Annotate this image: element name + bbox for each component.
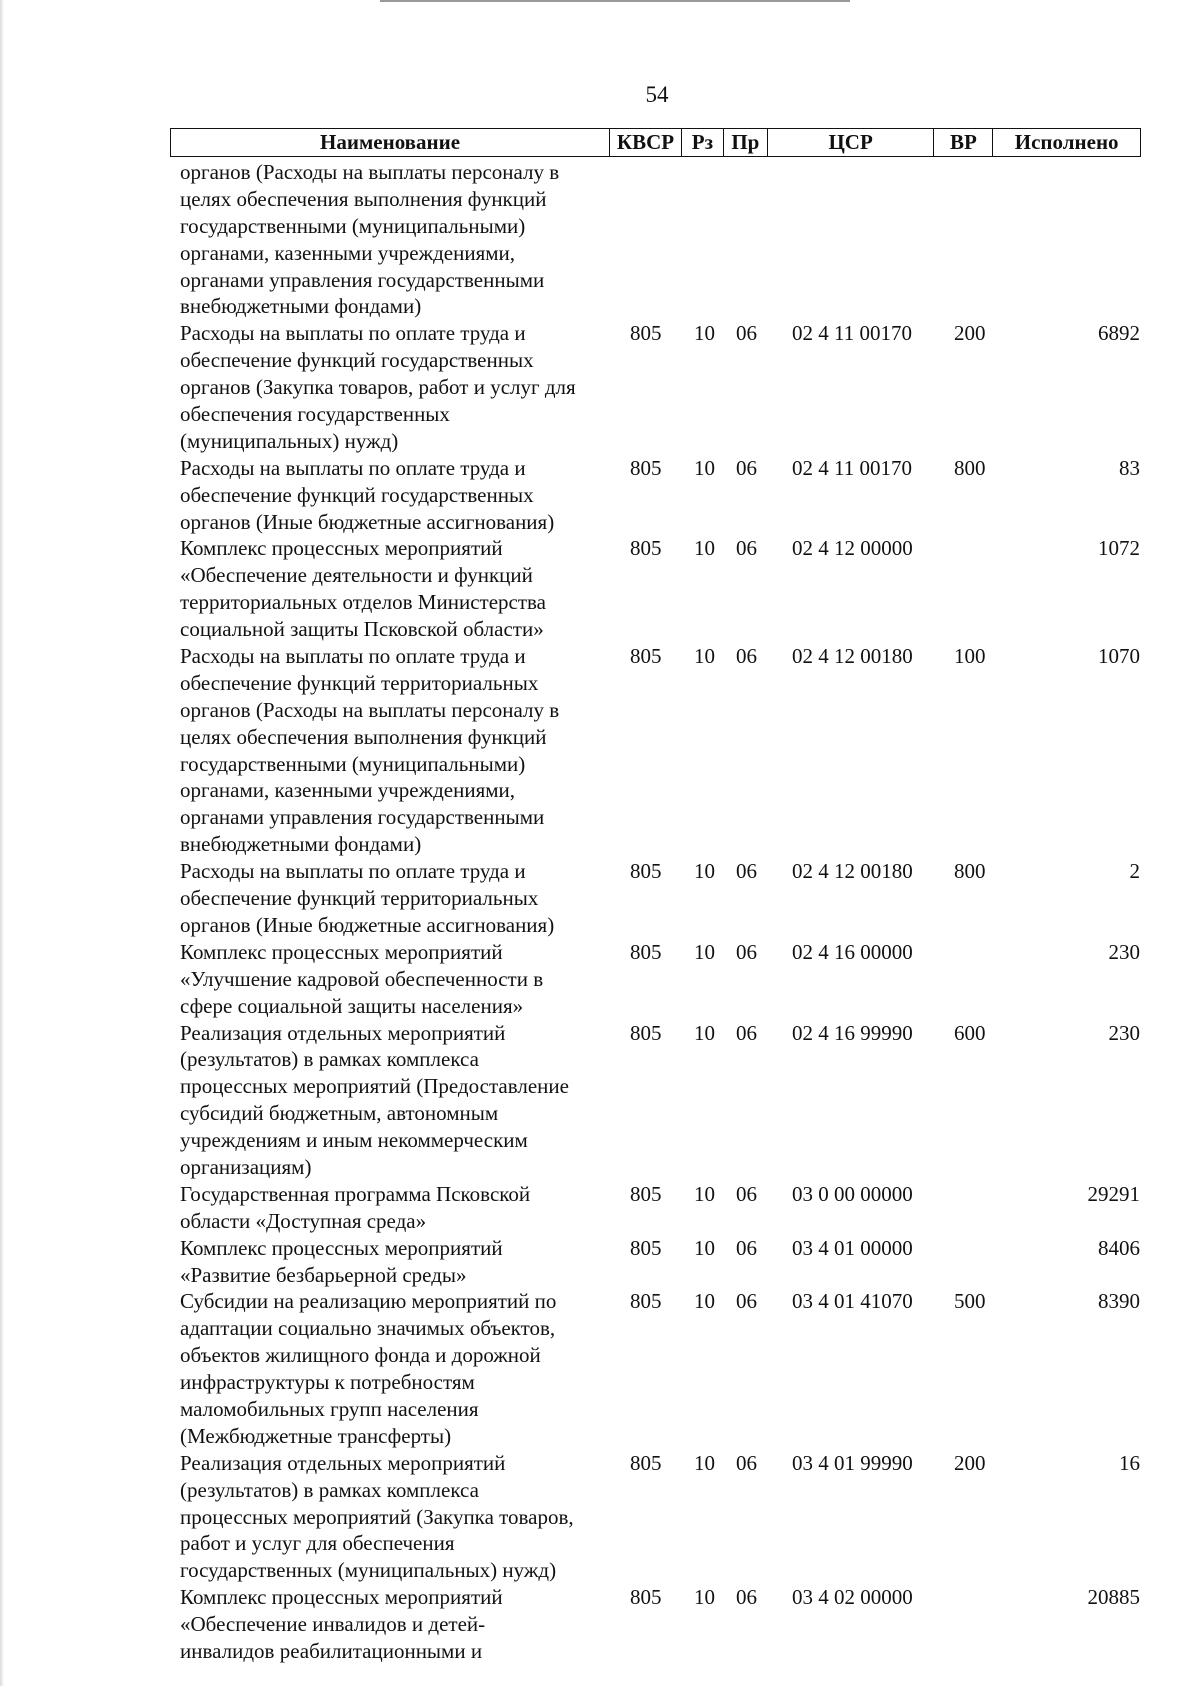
- cell-executed: 29291: [1087, 1181, 1140, 1206]
- cell-vr: 600: [954, 1020, 986, 1045]
- name-line: органами управления государственными: [180, 805, 545, 830]
- name-line: органов (Расходы на выплаты персоналу в: [180, 697, 560, 722]
- name-line: государственными (муниципальными): [180, 213, 526, 238]
- name-line: органами, казенными учреждениями,: [180, 240, 516, 265]
- table-row: [180, 1584, 1140, 1665]
- table-row: [180, 159, 1140, 320]
- cell-vr: 500: [954, 1289, 986, 1314]
- cell-name: [180, 858, 620, 939]
- name-line: учреждениям и иным некоммерческим: [180, 1128, 528, 1153]
- cell-kvsr: 805: [630, 939, 662, 964]
- header-pr: Пр: [724, 129, 768, 156]
- header-csr: ЦСР: [768, 129, 935, 156]
- cell-kvsr: 805: [630, 644, 662, 669]
- name-line: органов (Закупка товаров, работ и услуг для: [180, 375, 576, 400]
- name-line: сфере социальной защиты населения»: [180, 993, 524, 1018]
- top-rule: [380, 0, 850, 2]
- table-row: [180, 1181, 1140, 1235]
- scan-edge: [0, 0, 4, 1686]
- cell-pr: 06: [736, 1020, 757, 1045]
- name-line: Расходы на выплаты по оплате труда и: [180, 321, 526, 346]
- cell-csr: 02 4 12 00000: [792, 536, 913, 561]
- cell-executed: 6892: [1098, 321, 1140, 346]
- name-line: органов (Иные бюджетные ассигнования): [180, 509, 555, 534]
- name-line: обеспечение функций территориальных: [180, 886, 539, 911]
- name-line: внебюджетными фондами): [180, 294, 422, 319]
- cell-executed: 20885: [1087, 1585, 1140, 1610]
- cell-kvsr: 805: [630, 536, 662, 561]
- cell-vr: 800: [954, 455, 986, 480]
- cell-executed: 8390: [1098, 1289, 1140, 1314]
- name-line: целях обеспечения выполнения функций: [180, 186, 547, 211]
- header-name: Наименование: [171, 129, 610, 156]
- name-line: обеспечение функций государственных: [180, 482, 534, 507]
- table-header: [170, 128, 1141, 157]
- cell-executed: 83: [1119, 455, 1140, 480]
- table-row: [180, 1450, 1140, 1584]
- cell-name: [180, 159, 620, 320]
- cell-executed: 1070: [1098, 644, 1140, 669]
- table-row: [180, 1235, 1140, 1289]
- cell-pr: 06: [736, 644, 757, 669]
- name-line: социальной защиты Псковской области»: [180, 617, 544, 642]
- cell-vr: 200: [954, 1450, 986, 1475]
- table-row: [180, 455, 1140, 536]
- cell-kvsr: 805: [630, 455, 662, 480]
- cell-rz: 10: [694, 859, 715, 884]
- name-line: органов (Расходы на выплаты персоналу в: [180, 160, 560, 184]
- cell-name: [180, 1288, 620, 1449]
- name-line: Комплекс процессных мероприятий: [180, 1585, 503, 1610]
- name-line: Государственная программа Псковской: [180, 1181, 531, 1206]
- cell-csr: 02 4 12 00180: [792, 859, 913, 884]
- name-line: области «Доступная среда»: [180, 1208, 427, 1233]
- header-rz: Рз: [682, 129, 724, 156]
- cell-executed: 2: [1129, 859, 1140, 884]
- name-line: территориальных отделов Министерства: [180, 590, 546, 615]
- name-line: органами управления государственными: [180, 267, 545, 292]
- cell-name: [180, 1450, 620, 1584]
- cell-pr: 06: [736, 321, 757, 346]
- cell-pr: 06: [736, 1450, 757, 1475]
- cell-pr: 06: [736, 939, 757, 964]
- cell-csr: 02 4 16 99990: [792, 1020, 913, 1045]
- name-line: Комплекс процессных мероприятий: [180, 939, 503, 964]
- cell-csr: 03 4 01 00000: [792, 1235, 913, 1260]
- cell-rz: 10: [694, 1181, 715, 1206]
- cell-csr: 02 4 11 00170: [792, 455, 912, 480]
- name-line: работ и услуг для обеспечения: [180, 1531, 455, 1556]
- cell-csr: 02 4 16 00000: [792, 939, 913, 964]
- cell-vr: 200: [954, 321, 986, 346]
- cell-executed: 1072: [1098, 536, 1140, 561]
- name-line: инфраструктуры к потребностям: [180, 1370, 475, 1395]
- name-line: Субсидии на реализацию мероприятий по: [180, 1289, 557, 1314]
- page-number: 54: [645, 82, 669, 107]
- cell-csr: 03 4 01 99990: [792, 1450, 913, 1475]
- cell-name: [180, 320, 620, 454]
- table-row: [180, 858, 1140, 939]
- cell-rz: 10: [694, 321, 715, 346]
- name-line: государственных (муниципальных) нужд): [180, 1558, 557, 1583]
- cell-rz: 10: [694, 536, 715, 561]
- cell-rz: 10: [694, 455, 715, 480]
- cell-rz: 10: [694, 939, 715, 964]
- name-line: обеспечение функций государственных: [180, 348, 534, 373]
- cell-vr: 800: [954, 859, 986, 884]
- cell-pr: 06: [736, 859, 757, 884]
- table-row: [180, 939, 1140, 1020]
- name-line: (результатов) в рамках комплекса: [180, 1047, 479, 1072]
- name-line: органами, казенными учреждениями,: [180, 778, 516, 803]
- name-line: обеспечения государственных: [180, 402, 450, 427]
- cell-rz: 10: [694, 1020, 715, 1045]
- name-line: целях обеспечения выполнения функций: [180, 724, 547, 749]
- cell-pr: 06: [736, 536, 757, 561]
- table-body: [180, 159, 1140, 1665]
- name-line: Комплекс процессных мероприятий: [180, 1235, 503, 1260]
- name-line: Комплекс процессных мероприятий: [180, 536, 503, 561]
- name-line: обеспечение функций территориальных: [180, 670, 539, 695]
- name-line: «Развитие безбарьерной среды»: [180, 1262, 467, 1287]
- cell-executed: 8406: [1098, 1235, 1140, 1260]
- table-row: [180, 535, 1140, 643]
- cell-executed: [1000, 159, 1140, 186]
- header-vr: ВР: [934, 129, 993, 156]
- cell-rz: 10: [694, 644, 715, 669]
- table-row: [180, 1020, 1140, 1181]
- cell-executed: 230: [1108, 1020, 1140, 1045]
- name-line: государственными (муниципальными): [180, 751, 526, 776]
- name-line: внебюджетными фондами): [180, 832, 422, 857]
- cell-kvsr: 805: [630, 1289, 662, 1314]
- name-line: Реализация отдельных мероприятий: [180, 1450, 506, 1475]
- cell-executed: 16: [1119, 1450, 1140, 1475]
- cell-kvsr: 805: [630, 859, 662, 884]
- table-row: [180, 1288, 1140, 1449]
- name-line: (результатов) в рамках комплекса: [180, 1477, 479, 1502]
- cell-csr: 03 0 00 00000: [792, 1181, 913, 1206]
- cell-name: [180, 455, 620, 536]
- name-line: Расходы на выплаты по оплате труда и: [180, 455, 526, 480]
- cell-name: [180, 1584, 620, 1665]
- cell-pr: 06: [736, 1181, 757, 1206]
- name-line: (Межбюджетные трансферты): [180, 1423, 452, 1448]
- name-line: «Улучшение кадровой обеспеченности в: [180, 966, 544, 991]
- cell-vr: 100: [954, 644, 986, 669]
- name-line: организациям): [180, 1154, 312, 1179]
- cell-name: [180, 643, 620, 858]
- cell-name: [180, 939, 620, 1020]
- cell-pr: 06: [736, 455, 757, 480]
- name-line: органов (Иные бюджетные ассигнования): [180, 912, 555, 937]
- name-line: Расходы на выплаты по оплате труда и: [180, 644, 526, 669]
- cell-rz: 10: [694, 1289, 715, 1314]
- cell-rz: 10: [694, 1450, 715, 1475]
- header-executed: Исполнено: [1014, 130, 1119, 154]
- cell-rz: 10: [694, 1585, 715, 1610]
- cell-name: [180, 1235, 620, 1289]
- cell-kvsr: 805: [630, 1020, 662, 1045]
- cell-pr: 06: [736, 1289, 757, 1314]
- cell-csr: 03 4 02 00000: [792, 1585, 913, 1610]
- cell-csr: 02 4 11 00170: [792, 321, 912, 346]
- name-line: Реализация отдельных мероприятий: [180, 1020, 506, 1045]
- cell-kvsr: 805: [630, 1450, 662, 1475]
- name-line: Расходы на выплаты по оплате труда и: [180, 859, 526, 884]
- name-line: (муниципальных) нужд): [180, 428, 399, 453]
- name-line: адаптации социально значимых объектов,: [180, 1316, 556, 1341]
- cell-name: [180, 1181, 620, 1235]
- cell-kvsr: 805: [630, 1585, 662, 1610]
- cell-rz: 10: [694, 1235, 715, 1260]
- cell-csr: 02 4 12 00180: [792, 644, 913, 669]
- table-row: [180, 643, 1140, 858]
- cell-kvsr: 805: [630, 1181, 662, 1206]
- name-line: процессных мероприятий (Закупка товаров,: [180, 1504, 574, 1529]
- table-row: [180, 320, 1140, 454]
- cell-pr: 06: [736, 1585, 757, 1610]
- name-line: субсидий бюджетным, автономным: [180, 1101, 499, 1126]
- cell-pr: 06: [736, 1235, 757, 1260]
- name-line: «Обеспечение инвалидов и детей-: [180, 1612, 486, 1637]
- cell-name: [180, 1020, 620, 1181]
- cell-csr: 03 4 01 41070: [792, 1289, 913, 1314]
- name-line: процессных мероприятий (Предоставление: [180, 1074, 569, 1099]
- name-line: маломобильных групп населения: [180, 1396, 479, 1421]
- cell-kvsr: 805: [630, 321, 662, 346]
- cell-executed: 230: [1108, 939, 1140, 964]
- cell-name: [180, 535, 620, 643]
- cell-kvsr: 805: [630, 1235, 662, 1260]
- name-line: «Обеспечение деятельности и функций: [180, 563, 533, 588]
- name-line: объектов жилищного фонда и дорожной: [180, 1343, 541, 1368]
- name-line: инвалидов реабилитационными и: [180, 1638, 483, 1663]
- header-kvsr: КВСР: [610, 129, 682, 156]
